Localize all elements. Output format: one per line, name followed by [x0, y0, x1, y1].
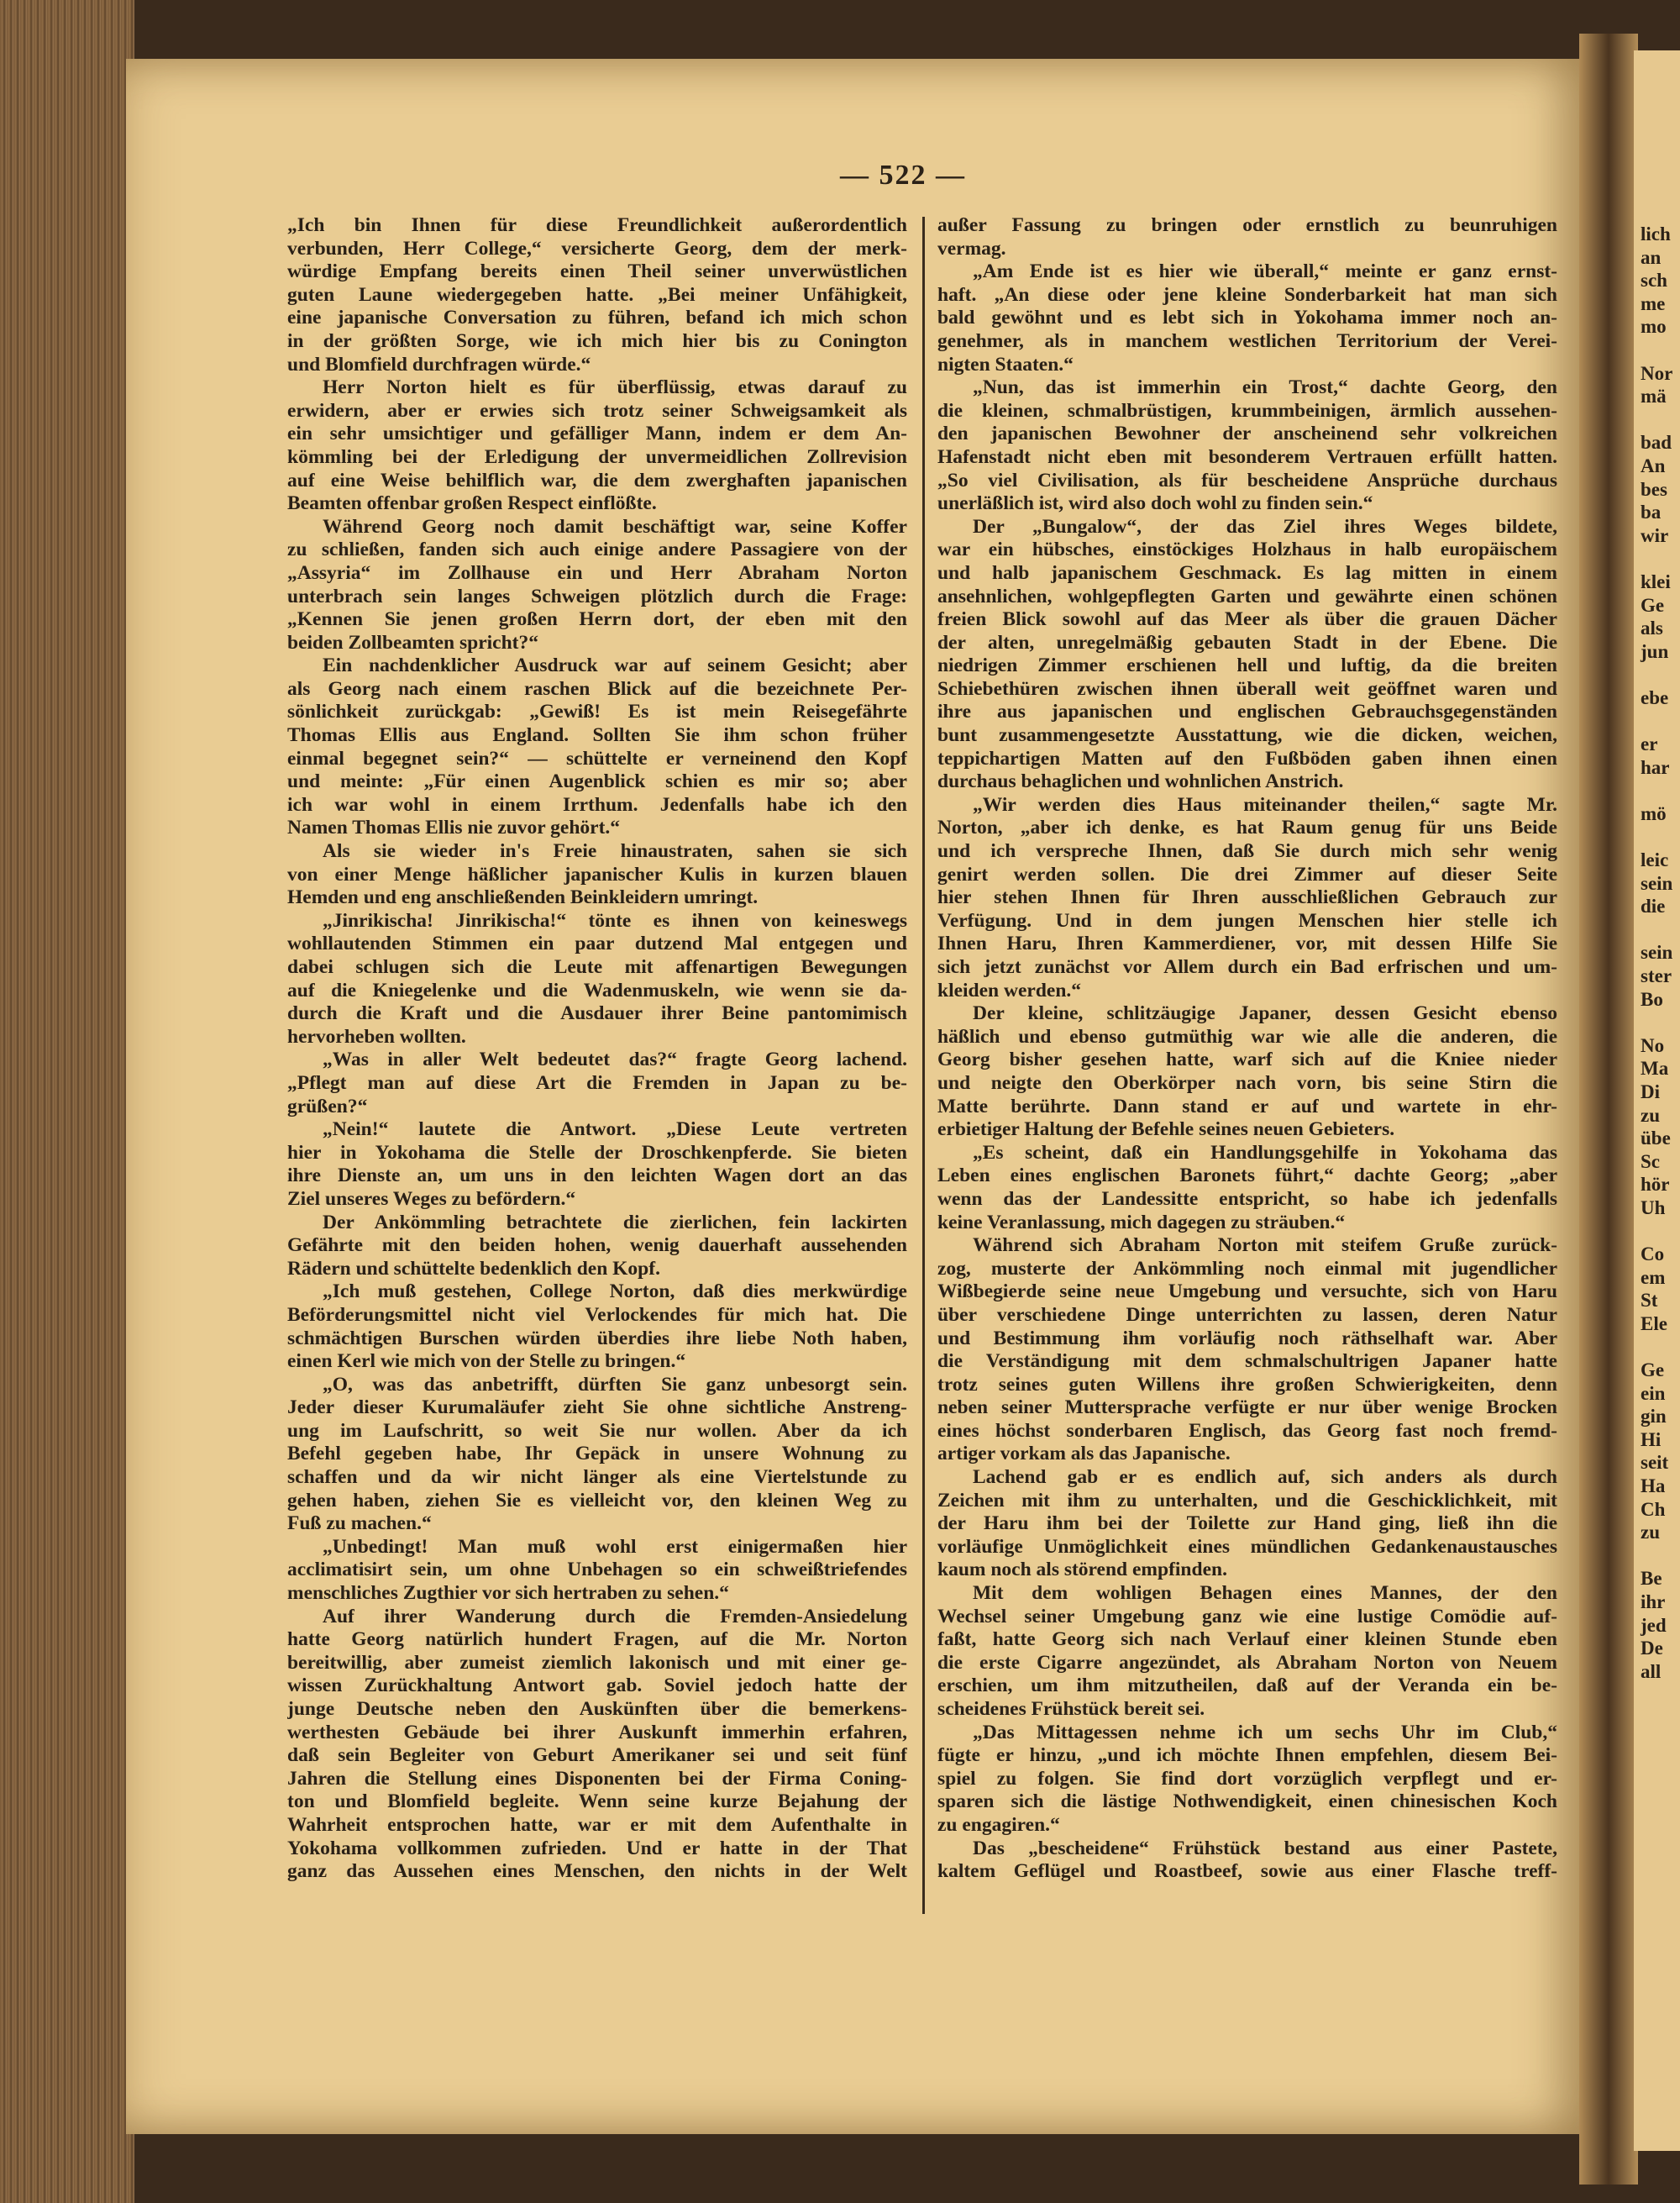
text-line: auf eine Weise behilflich war, die dem zwerghaften japanischen	[287, 469, 907, 492]
facing-page-word-fragment: me	[1641, 292, 1666, 314]
text-line: einen Kerl wie mich von der Stelle zu bringen.“	[287, 1350, 686, 1373]
text-line: als Georg nach einem raschen Blick auf die bezeichnete Per-	[287, 677, 907, 700]
facing-page-word-fragment: wir	[1641, 524, 1669, 546]
text-line: Jahren die Stellung eines Disponenten bei der Firma Coning-	[287, 1767, 907, 1790]
text-line: und Blomfield durchfragen würde.“	[287, 353, 591, 376]
text-line: ein sehr umsichtiger und gefälliger Mann, indem er dem An-	[287, 423, 907, 445]
text-line: Während Georg noch damit beschäftigt war, seine Koffer	[323, 515, 907, 538]
facing-page-word-fragment: sein	[1641, 942, 1673, 964]
facing-page-word-fragment: De	[1641, 1638, 1663, 1659]
text-line: Mit dem wohligen Behagen eines Mannes, der den	[973, 1582, 1557, 1605]
facing-page-word-fragment: lich	[1641, 223, 1671, 244]
facing-page-word-fragment	[1634, 1544, 1680, 1568]
text-line: ihre Dienste an, um uns in den leichten Wagen dort an das	[287, 1165, 907, 1187]
text-line: ton und Blomfield begleite. Wenn seine kurze Bejahung der	[287, 1790, 907, 1813]
facing-page-fragment	[1634, 50, 1680, 2151]
text-line: Leben eines englischen Baronets führt,“ dachte Georg; „aber	[937, 1165, 1557, 1187]
text-line: und meinte: „Für einen Augenblick schien es mir so; aber	[287, 770, 907, 793]
text-line: Norton, „aber ich denke, es hat Raum genug für uns Beide	[937, 817, 1557, 839]
text-line: „Kennen Sie jenen großen Herrn dort, der eben mit den	[287, 608, 907, 631]
text-line: von einer Menge häßlicher japanischer Kulis in kurzen blauen	[287, 863, 907, 886]
text-line: guten Laune wiedergegeben hatte. „Bei meiner Unfähigkeit,	[287, 283, 907, 306]
facing-page-word-fragment: Ge	[1641, 594, 1665, 616]
paragraph	[287, 1374, 907, 1536]
text-line: daß sein Begleiter von Geburt Amerikaner sei und seit fünf	[287, 1744, 907, 1767]
facing-page-word-fragment: Ma	[1641, 1058, 1669, 1080]
text-line: Jeder dieser Kurumaläufer zieht Sie ohne sichtliche Anstreng-	[287, 1396, 907, 1419]
book-gutter	[1579, 34, 1638, 2185]
text-line: Gefährte mit den beiden hohen, wenig dauerhaft aussehenden	[287, 1234, 907, 1257]
text-line: acclimatisirt sein, um ohne Unbehagen so ein schweißtriefendes	[287, 1559, 907, 1581]
text-line: werthesten Gebäude bei ihrer Auskunft immerhin erfahren,	[287, 1721, 907, 1743]
text-line: den japanischen Bewohner der anscheinend sehr volkreichen	[937, 423, 1557, 445]
text-line: „Wir werden dies Haus miteinander theilen,“ sagte Mr.	[973, 793, 1557, 816]
text-line: die kleinen, schmalbrüstigen, krummbeinigen, ärmlich aussehen-	[937, 399, 1557, 422]
paragraph	[287, 655, 907, 840]
paragraph	[287, 1280, 907, 1373]
text-line: erwidern, aber er erwies sich trotz seiner Schweigsamkeit als	[287, 399, 907, 422]
text-line: kaum noch als störend empfinden.	[937, 1559, 1227, 1581]
text-line: Auf ihrer Wanderung durch die Fremden-Ansiedelung	[323, 1605, 907, 1627]
book-page-edges	[0, 0, 134, 2203]
facing-page-word-fragment: bad	[1641, 432, 1672, 454]
text-line: ansehnlichen, wohlgepflegten Garten und gewährte einen schönen	[937, 585, 1557, 607]
text-line: spiel zu folgen. Sie find dort vorzüglich verpflegt und er-	[937, 1767, 1557, 1790]
text-line: Ziel unseres Weges zu befördern.“	[287, 1187, 576, 1210]
text-line: wohllautenden Stimmen ein paar dutzend Mal entgegen und	[287, 933, 907, 955]
text-line: fügte er hinzu, „und ich möchte Ihnen empfehlen, diesem Bei-	[937, 1744, 1557, 1767]
facing-page-word-fragment: Ge	[1641, 1359, 1665, 1381]
paragraph	[937, 214, 1557, 260]
text-line: „Das Mittagessen nehme ich um sechs Uhr im Club,“	[973, 1721, 1557, 1743]
paragraph	[937, 1234, 1557, 1466]
facing-page-word-fragment: ster	[1641, 965, 1672, 986]
facing-page-word-fragment: Di	[1641, 1080, 1660, 1102]
facing-page-word-fragment: zu	[1641, 1522, 1660, 1543]
facing-page-word-fragment: Nor	[1641, 362, 1673, 384]
paragraph	[287, 910, 907, 1049]
facing-page-word-fragment: hör	[1641, 1174, 1670, 1196]
text-line: vorläufige Unmöglichkeit eines mündlichen Gedankenaustausches	[937, 1535, 1557, 1558]
facing-page-word-fragment	[1634, 825, 1680, 849]
facing-page-word-fragment	[1634, 1011, 1680, 1034]
text-line: „Ich muß gestehen, College Norton, daß dies merkwürdige	[323, 1280, 907, 1303]
facing-page-word-fragment: Bo	[1641, 988, 1663, 1010]
text-line: Der kleine, schlitzäugige Japaner, dessen Gesicht ebenso	[973, 1002, 1557, 1025]
paragraph	[937, 794, 1557, 1002]
paragraph	[287, 214, 907, 376]
text-line: „Es scheint, daß ein Handlungsgehilfe in Yokohama das	[973, 1141, 1557, 1164]
text-line: junge Deutsche neben den Auskünften über die bemerkens-	[287, 1698, 907, 1720]
text-line: Wahrheit entsprochen hatte, war er mit dem Aufenthalte in	[287, 1813, 907, 1836]
text-line: Wechsel seiner Umgebung ganz wie eine lustige Comödie auf-	[937, 1605, 1557, 1627]
text-line: Ihnen Haru, Ihren Kammerdiener, vor, mit dessen Hilfe Sie	[937, 933, 1557, 955]
facing-page-word-fragment: gin	[1641, 1406, 1667, 1427]
page-number: — 522 —	[840, 160, 966, 191]
facing-page-word-fragment: jun	[1641, 640, 1669, 662]
text-line: die Verständigung mit dem schmalschultrigen Japaner hatte	[937, 1350, 1557, 1373]
facing-page-word-fragment: Hi	[1641, 1428, 1662, 1450]
facing-page-word-fragment: Sc	[1641, 1150, 1660, 1172]
text-line: „Nein!“ lautete die Antwort. „Diese Leute vertreten	[323, 1118, 907, 1141]
text-line: Zeichen mit ihm zu unterhalten, und die Geschicklichkeit, mit	[937, 1489, 1557, 1512]
text-line: schaffen und da wir nicht länger als eine Viertelstunde zu	[287, 1466, 907, 1489]
text-line: keine Veranlassung, mich dagegen zu sträuben.“	[937, 1211, 1346, 1233]
facing-page-word-fragment: Ha	[1641, 1475, 1666, 1497]
facing-page-word-fragment: sch	[1641, 270, 1667, 292]
facing-page-word-fragment: har	[1641, 756, 1670, 778]
facing-page-word-fragment	[1634, 779, 1680, 802]
text-line: über verschiedene Dinge unterrichten zu lassen, deren Natur	[937, 1303, 1557, 1326]
text-line: zog, musterte der Ankömmling noch einmal mit jugendlicher	[937, 1257, 1557, 1280]
text-line: genehmer, als in manchem westlichen Territorium der Verei-	[937, 329, 1557, 352]
text-line: Namen Thomas Ellis nie zuvor gehört.“	[287, 817, 621, 839]
facing-page-word-fragment: leic	[1641, 849, 1669, 871]
facing-page-word-fragment: sein	[1641, 872, 1673, 894]
text-line: teppichartigen Matten auf den Fußböden gaben ihnen einen	[937, 747, 1557, 770]
text-line: „O, was das anbetrifft, dürften Sie ganz unbesorgt sein.	[323, 1373, 907, 1396]
text-line: wissen Zurückhaltung Antwort gab. Soviel jedoch hatte der	[287, 1675, 907, 1697]
text-line: war ein hübsches, einstöckiges Holzhaus in halb europäischem	[937, 539, 1557, 561]
facing-page-word-fragment: mo	[1641, 316, 1667, 338]
paragraph	[937, 516, 1557, 794]
facing-page-word-fragment: Uh	[1641, 1196, 1666, 1218]
text-line: Das „bescheidene“ Frühstück bestand aus einer Pastete,	[973, 1837, 1557, 1859]
text-line: Thomas Ellis aus England. Sollten Sie ihm schon früher	[287, 724, 907, 747]
text-line: auf die Kniegelenke und die Wadenmuskeln, wie wenn sie da-	[287, 979, 907, 1002]
paragraph	[287, 1606, 907, 1884]
facing-page-word-fragment: Co	[1641, 1243, 1665, 1265]
text-line: artiger vorkam als das Japanische.	[937, 1443, 1231, 1465]
facing-page-word-fragment	[1634, 408, 1680, 432]
paragraph	[937, 260, 1557, 376]
facing-page-word-fragment: Ch	[1641, 1498, 1666, 1520]
paragraph	[287, 1118, 907, 1211]
text-line: bunt zusammengesetzte Ausstattung, wie die dicken, weichen,	[937, 724, 1557, 747]
text-line: Herr Norton hielt es für überflüssig, etwas darauf zu	[323, 376, 907, 399]
text-line: scheidenes Frühstück bereit sei.	[937, 1698, 1205, 1720]
text-line: Als sie wieder in's Freie hinaustraten, sahen sie sich	[323, 840, 907, 863]
text-line: wenn das der Landessitte entspricht, so habe ich jedenfalls	[937, 1187, 1557, 1210]
text-line: zu schließen, fanden sich auch einige andere Passagiere von der	[287, 539, 907, 561]
facing-page-word-fragment: seit	[1641, 1452, 1669, 1474]
text-line: „Assyria“ im Zollhause ein und Herr Abraham Norton	[287, 561, 907, 584]
facing-page-word-fragment: ebe	[1641, 686, 1669, 708]
text-line: „Pflegt man auf diese Art die Fremden in Japan zu be-	[287, 1071, 907, 1094]
text-line: ich war wohl in einem Irrthum. Jedenfalls habe ich den	[287, 793, 907, 816]
text-line: Ein nachdenklicher Ausdruck war auf seinem Gesicht; aber	[323, 655, 907, 677]
column-divider	[922, 217, 925, 1914]
text-line: „Ich bin Ihnen für diese Freundlichkeit außerordentlich	[287, 214, 907, 236]
text-line: sparen sich die lästige Nothwendigkeit, einen chinesischen Koch	[937, 1790, 1557, 1813]
text-line: „Was in aller Welt bedeutet das?“ fragte Georg lachend.	[323, 1049, 907, 1071]
facing-page-word-fragment: die	[1641, 896, 1666, 917]
text-line: „Nun, das ist immerhin ein Trost,“ dachte Georg, den	[973, 376, 1557, 399]
text-line: ung im Laufschritt, so weit Sie nur wollen. Aber da ich	[287, 1419, 907, 1442]
text-line: Georg bisher gesehen hatte, warf sich auf die Kniee nieder	[937, 1049, 1557, 1071]
facing-page-word-fragment: No	[1641, 1034, 1665, 1056]
paragraph	[937, 1582, 1557, 1722]
text-line: Befehl gegeben habe, Ihr Gepäck in unsere Wohnung zu	[287, 1443, 907, 1465]
facing-page-word-fragment: ba	[1641, 502, 1662, 523]
facing-page-word-fragment	[1634, 547, 1680, 570]
text-line: ihre aus japanischen und englischen Gebrauchsgegenständen	[937, 701, 1557, 723]
text-line: hier in Yokohama die Stelle der Droschkenpferde. Sie bieten	[287, 1141, 907, 1164]
facing-page-word-fragment	[1634, 1336, 1680, 1359]
text-line: hatte Georg natürlich hundert Fragen, auf die Mr. Norton	[287, 1628, 907, 1651]
text-line: Beförderungsmittel nicht viel Verlockendes für mich hat. Die	[287, 1303, 907, 1326]
text-line: hier stehen Ihnen für Ihren ausschließlichen Gebrauch zur	[937, 886, 1557, 909]
facing-page-word-fragment: mö	[1641, 802, 1667, 824]
text-line: schmächtigen Burschen würden überdies ihre liebe Noth haben,	[287, 1327, 907, 1349]
facing-page-word-fragment: St	[1641, 1290, 1658, 1312]
paragraph	[937, 1722, 1557, 1838]
text-line: und neigte den Oberkörper nach vorn, bis seine Stirn die	[937, 1071, 1557, 1094]
text-line: dabei schlugen sich die Leute mit affenartigen Bewegungen	[287, 956, 907, 978]
text-line: und halb japanischem Geschmack. Es lag mitten in einem	[937, 561, 1557, 584]
text-line: Rädern und schüttelte bedenklich den Kopf.	[287, 1257, 660, 1280]
text-line: einmal begegnet sein?“ — schüttelte er verneinend den Kopf	[287, 747, 907, 770]
text-line: erbietiger Haltung der Befehle seines neuen Gebieters.	[937, 1118, 1395, 1141]
text-line: Fuß zu machen.“	[287, 1512, 432, 1535]
facing-page-word-fragment: zu	[1641, 1104, 1660, 1126]
text-line: gehen haben, ziehen Sie es vielleicht vor, den kleinen Weg zu	[287, 1489, 907, 1512]
text-line: die erste Cigarre angezündet, als Abraham Norton von Neuem	[937, 1651, 1557, 1674]
text-line: genirt werden sollen. Die drei Zimmer auf dieser Seite	[937, 863, 1557, 886]
text-line: „So viel Civilisation, als für bescheidene Ansprüche durchaus	[937, 469, 1557, 492]
facing-page-word-fragment	[1634, 339, 1680, 362]
text-line: und Bestimmung ihm vorläufig noch räthselhaft war. Aber	[937, 1327, 1557, 1349]
text-line: Hafenstadt nicht eben mit besonderem Vertrauen erfüllt hatten.	[937, 445, 1557, 468]
text-line: sich jetzt zunächst vor Allem durch ein Bad erfrischen und um-	[937, 956, 1557, 978]
facing-page-word-fragment	[1634, 918, 1680, 942]
text-line: haft. „An diese oder jene kleine Sonderbarkeit hat man sich	[937, 283, 1557, 306]
text-line: vermag.	[937, 237, 1006, 260]
facing-page-word-fragment: all	[1641, 1660, 1662, 1682]
facing-page-word-fragment: em	[1641, 1266, 1666, 1288]
text-line: bereitwillig, aber zumeist ziemlich lakonisch und mit einer ge-	[287, 1651, 907, 1674]
text-line: und ich verspreche Ihnen, daß Sie durch mich sehr wenig	[937, 840, 1557, 863]
text-line: erschien, um ihm mitzutheilen, daß auf der Veranda ein be-	[937, 1675, 1557, 1697]
text-line: der Haru ihm bei der Toilette zur Hand ging, ließ ihn die	[937, 1512, 1557, 1535]
facing-page-word-fragment: er	[1641, 733, 1658, 755]
paragraph	[937, 1466, 1557, 1582]
text-line: außer Fassung zu bringen oder ernstlich zu beunruhigen	[937, 214, 1557, 236]
facing-page-word-fragment: klei	[1641, 570, 1671, 592]
text-line: zu engagiren.“	[937, 1813, 1060, 1836]
text-line: „Jinrikischa! Jinrikischa!“ tönte es ihnen von keineswegs	[323, 909, 907, 932]
text-line: ganz das Aussehen eines Menschen, den nichts in der Welt	[287, 1860, 907, 1883]
text-line: Verfügung. Und in dem jungen Menschen hier stelle ich	[937, 909, 1557, 932]
text-line: durch die Kraft und die Ausdauer ihrer Beine pantomimisch	[287, 1002, 907, 1025]
text-line: freien Blick sowohl auf das Meer als über die grauen Dächer	[937, 608, 1557, 631]
text-line: beiden Zollbeamten spricht?“	[287, 631, 538, 654]
text-line: Matte berührte. Dann stand er auf und wartete in ehr-	[937, 1095, 1557, 1117]
paragraph	[937, 1838, 1557, 1884]
text-line: Der „Bungalow“, der das Ziel ihres Weges bildete,	[973, 515, 1557, 538]
text-line: grüßen?“	[287, 1095, 368, 1117]
facing-page-word-fragment: übe	[1641, 1128, 1671, 1149]
facing-page-word-fragment: An	[1641, 455, 1666, 476]
facing-page-word-fragment: ein	[1641, 1382, 1666, 1404]
paragraph	[937, 1142, 1557, 1234]
text-line: Schiebethüren zwischen ihnen überall weit geöffnet waren und	[937, 677, 1557, 700]
text-line: kaltem Geflügel und Roastbeef, sowie aus einer Flasche treff-	[937, 1860, 1557, 1883]
text-line: Der Ankömmling betrachtete die zierlichen, fein lackirten	[323, 1211, 907, 1233]
text-line: unterbrach sein langes Schweigen plötzlich durch die Frage:	[287, 585, 907, 607]
facing-page-word-fragment: jed	[1641, 1614, 1667, 1636]
text-line: bald gewöhnt und es lebt sich in Yokohama immer noch an-	[937, 307, 1557, 329]
text-line: der alten, unregelmäßig gebauten Stadt in der Ebene. Die	[937, 631, 1557, 654]
text-line: häßlich und ebenso gutmüthig war wie alle die anderen, die	[937, 1025, 1557, 1048]
text-line: faßt, hatte Georg sich nach Verlauf einer kleinen Stunde eben	[937, 1628, 1557, 1651]
text-line: sönlichkeit zurückgab: „Gewiß! Es ist mein Reisegefährte	[287, 701, 907, 723]
text-line: in der größten Sorge, wie ich mich hier bis zu Conington	[287, 329, 907, 352]
text-line: „Unbedingt! Man muß wohl erst einigermaßen hier	[323, 1535, 907, 1558]
text-line: nigten Staaten.“	[937, 353, 1074, 376]
text-line: Hemden und eng anschließenden Beinkleidern umringt.	[287, 886, 759, 909]
facing-page-word-fragment: an	[1641, 246, 1662, 268]
facing-page-word-fragment	[1634, 663, 1680, 686]
text-column-right	[937, 214, 1557, 1884]
facing-page-word-fragment: Ele	[1641, 1312, 1667, 1334]
text-line: Wißbegierde seine neue Umgebung und versuchte, sich von Haru	[937, 1280, 1557, 1303]
text-line: durchaus behaglichen und wohnlichen Anstrich.	[937, 770, 1344, 793]
text-line: „Am Ende ist es hier wie überall,“ meinte er ganz ernst-	[973, 260, 1557, 283]
text-line: kleiden werden.“	[937, 979, 1082, 1002]
text-line: trotz seines guten Willens ihre großen Schwierigkeiten, denn	[937, 1373, 1557, 1396]
facing-page-word-fragment: als	[1641, 618, 1663, 639]
text-line: würdige Empfang bereits einen Theil seiner unverwüstlichen	[287, 260, 907, 283]
paragraph	[937, 1002, 1557, 1142]
facing-page-word-fragment	[1634, 1220, 1680, 1243]
facing-page-word-fragment	[1634, 709, 1680, 733]
text-line: eine japanische Conversation zu führen, befand ich mich schon	[287, 307, 907, 329]
text-column-left	[287, 214, 907, 1884]
paragraph	[287, 1536, 907, 1606]
text-line: Beamten offenbar großen Respect einflößte.	[287, 492, 657, 515]
paragraph	[287, 1212, 907, 1281]
text-line: kömmling bei der Erledigung der unvermeidlichen Zollrevision	[287, 445, 907, 468]
facing-page-word-fragment: bes	[1641, 478, 1667, 500]
text-line: Yokohama vollkommen zufrieden. Und er hatte in der That	[287, 1837, 907, 1859]
text-line: menschliches Zugthier vor sich hertraben zu sehen.“	[287, 1582, 729, 1605]
paragraph	[937, 376, 1557, 516]
paragraph	[287, 516, 907, 655]
text-line: Während sich Abraham Norton mit steifem Gruße zurück-	[973, 1234, 1557, 1257]
text-line: eines höchst sonderbaren Englisch, das Georg fast noch fremd-	[937, 1419, 1557, 1442]
text-line: neben seiner Muttersprache verfügte er nur über wenige Brocken	[937, 1396, 1557, 1419]
facing-page-word-fragment: mä	[1641, 386, 1667, 407]
text-line: hervorheben wollten.	[287, 1025, 466, 1048]
facing-page-word-fragment: Be	[1641, 1568, 1662, 1590]
text-line: niedrigen Zimmer erschienen hell und luftig, da die breiten	[937, 655, 1557, 677]
text-line: Lachend gab er es endlich auf, sich anders als durch	[973, 1466, 1557, 1489]
paragraph	[287, 840, 907, 910]
paragraph	[287, 1049, 907, 1118]
paragraph	[287, 376, 907, 516]
facing-page-word-fragment: ihr	[1641, 1591, 1666, 1613]
text-line: unerläßlich ist, wird also doch wohl zu finden sein.“	[937, 492, 1373, 515]
text-line: verbunden, Herr College,“ versicherte Georg, dem der merk-	[287, 237, 907, 260]
